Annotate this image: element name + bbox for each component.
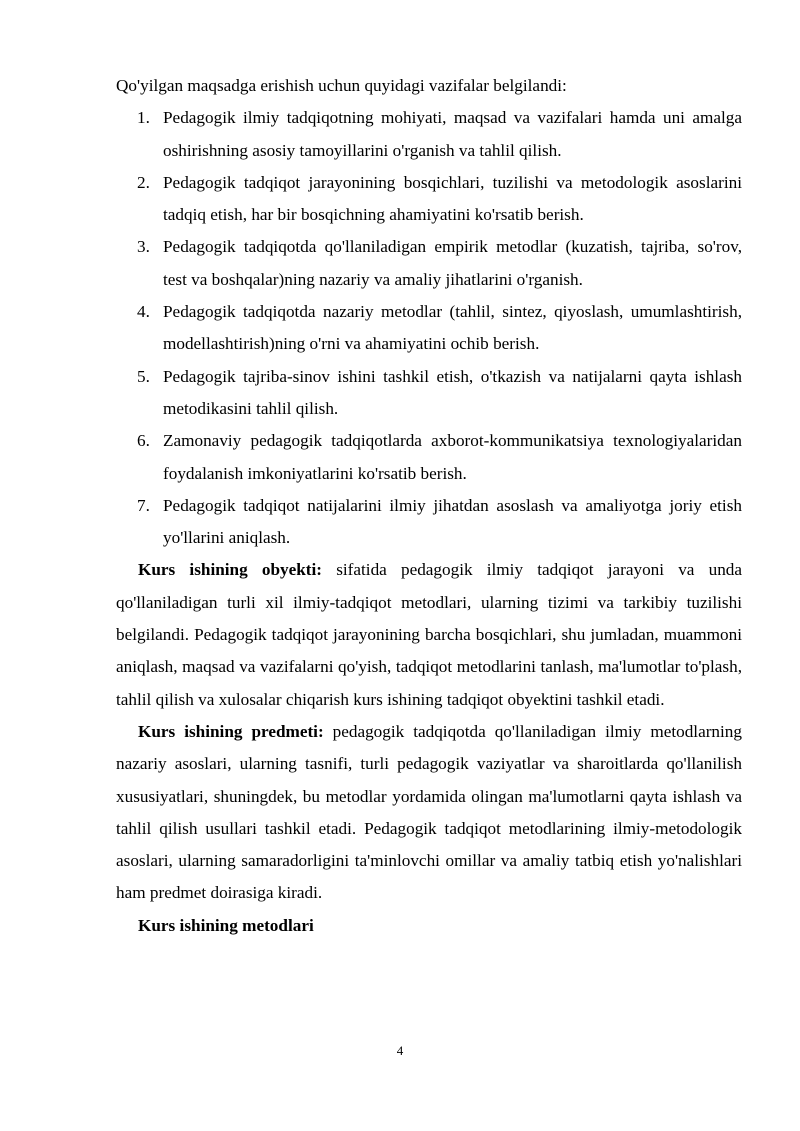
subject-label: Kurs ishining predmeti: bbox=[138, 721, 324, 741]
list-item-text: Pedagogik tadqiqot natijalarini ilmiy jihatdan asoslash va amaliyotga joriy etish yo'llarini aniqlash. bbox=[163, 495, 742, 548]
tasks-intro: Qo'yilgan maqsadga erishish uchun quyidagi vazifalar belgilandi: bbox=[116, 76, 567, 95]
methods-heading-paragraph bbox=[116, 910, 742, 942]
list-item bbox=[116, 425, 742, 490]
list-item-number: 4. bbox=[137, 302, 150, 322]
object-paragraph bbox=[116, 554, 742, 715]
page-number: 4 bbox=[396, 1043, 404, 1058]
list-item-text: Pedagogik tadqiqot jarayonining bosqichlari, tuzilishi va metodologik asoslarini tadqiq etish, har bir bosqichning ahamiyatini ko'rsatib berish. bbox=[163, 172, 742, 225]
list-item-text: Pedagogik ilmiy tadqiqotning mohiyati, maqsad va vazifalari hamda uni amalga oshirishning asosiy tamoyillarini o'rganish va tahlil qilish. bbox=[163, 108, 742, 160]
list-item bbox=[116, 296, 742, 361]
list-item-text: Zamonaviy pedagogik tadqiqotlarda axborot-kommunikatsiya texnologiyalaridan foydalanish imkoniyatlarini ko'rsatib berish. bbox=[163, 431, 742, 483]
list-item-number: 2. bbox=[137, 172, 150, 192]
subject-paragraph bbox=[116, 716, 742, 910]
list-item bbox=[116, 361, 742, 426]
object-text: sifatida pedagogik ilmiy tadqiqot jarayoni va unda qo'llaniladigan turli xil ilmiy-tadqiqot metodlari, ularning tizimi va tarkibiy tuzilishi belgilandi. Pedagogik tadqiqot jarayonining barcha bosqichlari, shu jumladan, muammoni aniqlash, maqsad va vazifalarni qo'yish, tadqiqot metodlarini tanlash, ma'lumotlar to'plash, tahlil qilish va xulosalar chiqarish kurs ishining tadqiqot obyektini tashkil etadi. bbox=[116, 560, 743, 709]
methods-heading: Kurs ishining metodlari bbox=[138, 915, 314, 935]
tasks-list bbox=[116, 102, 742, 554]
list-item-number: 6. bbox=[137, 431, 150, 451]
list-item-number: 7. bbox=[137, 495, 150, 515]
list-item bbox=[116, 231, 742, 296]
subject-text: pedagogik tadqiqotda qo'llaniladigan ilmiy metodlarning nazariy asoslari, ularning tasnifi, turli pedagogik vaziyatlar va sharoitlarda qo'llanilish xususiyatlari, shuningdek, bu metodlar yordamida olingan ma'lumotlarni qayta ishlash va tahlil qilish usullari tashkil etadi. Pedagogik tadqiqot metodlarining ilmiy-metodologik asoslari, ularning samaradorligini ta'minlovchi omillar va amaliy tatbiq etish yo'nalishlari ham predmet doirasiga kiradi. bbox=[116, 721, 742, 903]
list-item-text: Pedagogik tadqiqotda nazariy metodlar (tahlil, sintez, qiyoslash, umumlashtirish, modellashtirish)ning o'rni va ahamiyatini ochib berish. bbox=[163, 302, 742, 354]
list-item bbox=[116, 102, 742, 167]
list-item-number: 5. bbox=[137, 366, 150, 386]
list-item-text: Pedagogik tadqiqotda qo'llaniladigan empirik metodlar (kuzatish, tajriba, so'rov, test va boshqalar)ning nazariy va amaliy jihatlarini o'rganish. bbox=[163, 237, 742, 289]
page-content bbox=[116, 70, 742, 942]
list-item bbox=[116, 167, 742, 232]
list-item-number: 3. bbox=[137, 237, 150, 257]
list-item bbox=[116, 490, 742, 555]
object-label: Kurs ishining obyekti: bbox=[138, 560, 323, 580]
list-item-text: Pedagogik tajriba-sinov ishini tashkil etish, o'tkazish va natijalarni qayta ishlash metodikasini tahlil qilish. bbox=[163, 366, 742, 418]
list-item-number: 1. bbox=[137, 108, 150, 128]
